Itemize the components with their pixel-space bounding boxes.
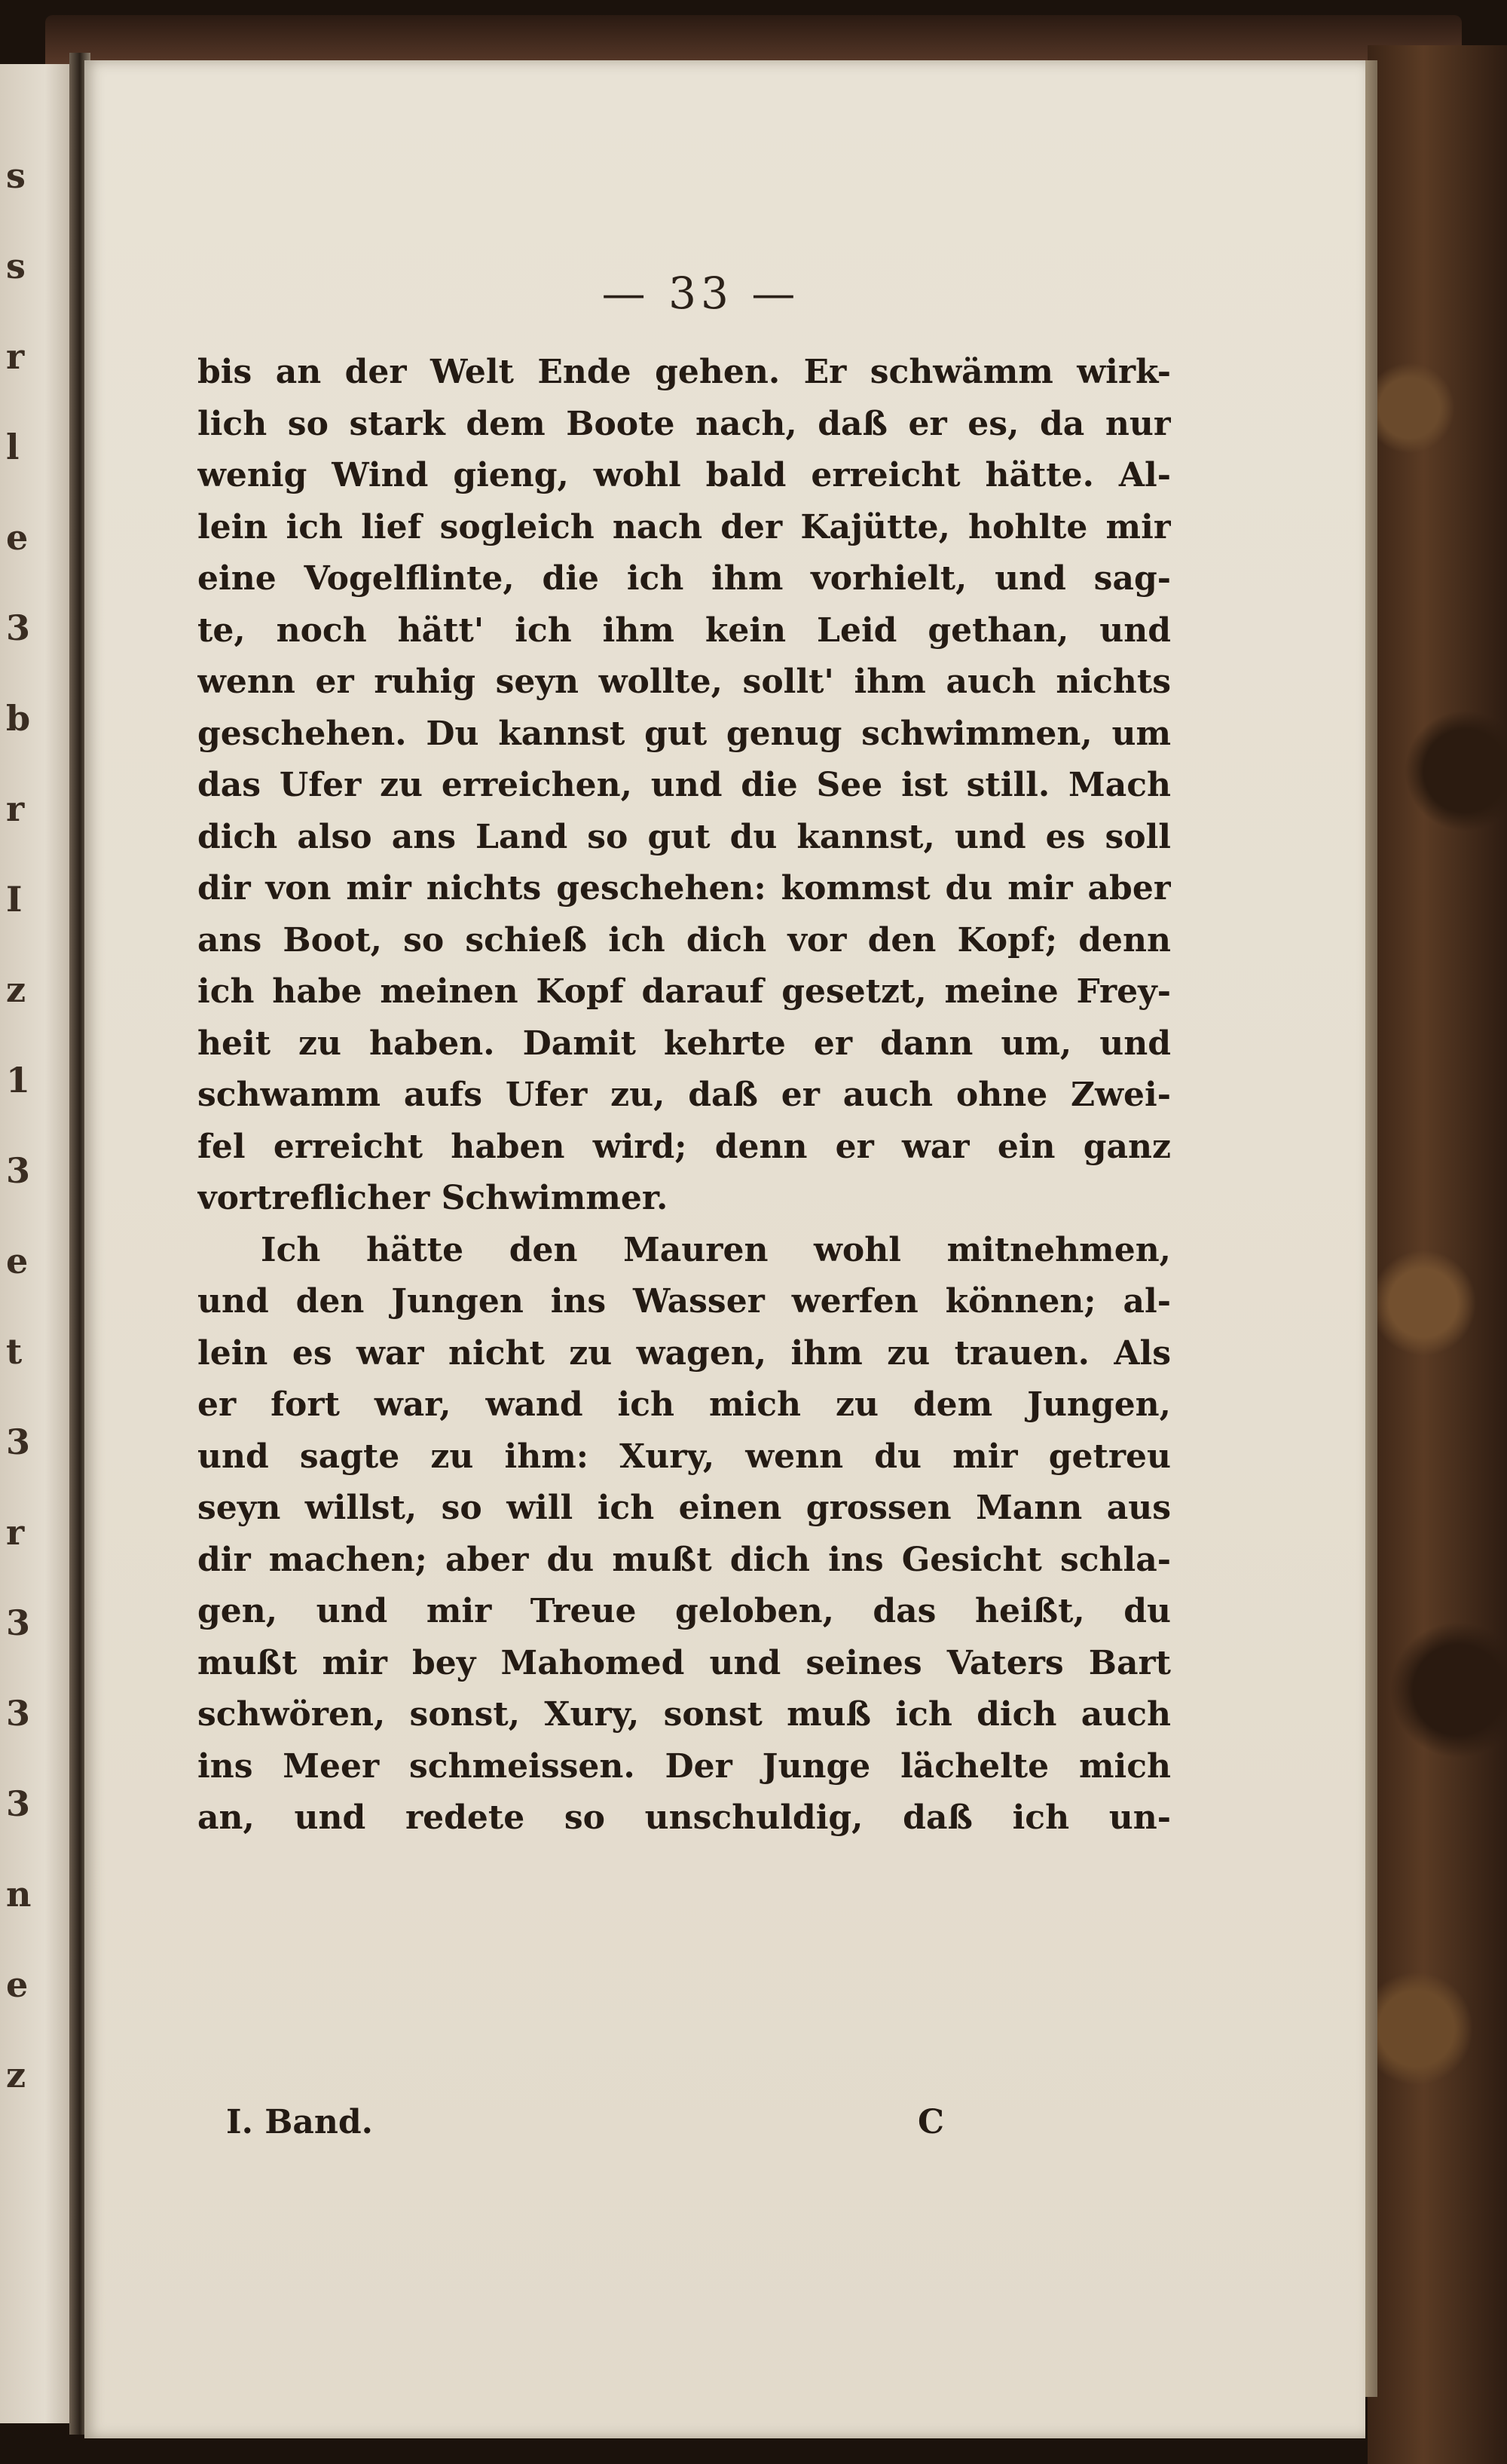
text-line: lein ich lief sogleich nach der Kajütte, hohlte mir — [197, 507, 1171, 546]
left-page-fragment: e — [6, 517, 29, 558]
text-line: mußt mir bey Mahomed und seines Vaters Bart — [197, 1643, 1171, 1682]
text-line: dir machen; aber du mußt dich ins Gesicht schla- — [197, 1540, 1171, 1579]
left-page-fragment: l — [6, 427, 20, 467]
signature-mark: C — [918, 2103, 945, 2141]
text-line: an, und redete so unschuldig, daß ich un- — [197, 1798, 1171, 1837]
text-line: vortreflicher Schwimmer. — [197, 1179, 668, 1217]
left-page-fragment: 3 — [6, 608, 31, 648]
text-line: und den Jungen ins Wasser werfen können; al- — [197, 1282, 1171, 1321]
left-page-fragment: r — [6, 1512, 25, 1553]
text-line: schwören, sonst, Xury, sonst muß ich dich auch — [197, 1695, 1171, 1734]
text-line: lich so stark dem Boote nach, daß er es, da nur — [197, 404, 1171, 443]
left-page-fragment: 3 — [6, 1783, 31, 1824]
left-page-fragment: e — [6, 1241, 29, 1281]
left-page-fragment: r — [6, 788, 25, 829]
left-page-fragment: t — [6, 1331, 23, 1372]
page-footer — [226, 2103, 980, 2163]
text-line: lein es war nicht zu wagen, ihm zu trauen. Als — [197, 1333, 1171, 1373]
text-line: eine Vogelflinte, die ich ihm vorhielt, und sag- — [197, 559, 1171, 598]
left-page-fragment: 3 — [6, 1693, 31, 1734]
left-page-fragment: 3 — [6, 1422, 31, 1462]
text-line: Ich hätte den Mauren wohl mitnehmen, — [261, 1230, 1171, 1269]
text-line: dich also ans Land so gut du kannst, und es soll — [197, 817, 1171, 856]
left-page-fragments — [6, 139, 59, 2250]
left-page-fragment: z — [6, 969, 26, 1010]
left-page-fragment: s — [6, 246, 26, 286]
text-line: schwamm aufs Ufer zu, daß er auch ohne Zwei- — [197, 1076, 1171, 1114]
left-page-edge — [0, 64, 75, 2423]
page-number: — 33 — — [601, 268, 800, 319]
left-page-fragment: 1 — [6, 1060, 31, 1100]
text-line: wenn er ruhig seyn wollte, sollt' ihm auch nichts — [197, 663, 1171, 701]
text-line: ins Meer schmeissen. Der Junge lächelte mich — [197, 1746, 1171, 1786]
left-page-fragment: z — [6, 2055, 26, 2095]
text-line: ans Boot, so schieß ich dich vor den Kopf; denn — [197, 920, 1171, 960]
left-page-fragment: 3 — [6, 1150, 31, 1191]
book-cover-right-marbled — [1368, 45, 1507, 2464]
text-line: te, noch hätt' ich ihm kein Leid gethan, und — [197, 611, 1171, 650]
text-line: heit zu haben. Damit kehrte er dann um, und — [197, 1024, 1171, 1063]
volume-label: I. Band. — [226, 2103, 373, 2141]
text-line: fel erreicht haben wird; denn er war ein ganz — [197, 1127, 1171, 1166]
left-page-fragment: s — [6, 155, 26, 196]
text-line: dir von mir nichts geschehen: kommst du mir aber — [197, 869, 1171, 908]
left-page-fragment: e — [6, 1964, 29, 2005]
left-page-fragment: r — [6, 336, 25, 377]
left-page-fragment: n — [6, 1874, 32, 1915]
text-line: das Ufer zu erreichen, und die See ist still. Mach — [197, 766, 1171, 804]
left-page-fragment: I — [6, 879, 23, 920]
left-page-fragment: 3 — [6, 1602, 31, 1643]
body-text — [197, 347, 1171, 2020]
text-line: geschehen. Du kannst gut genug schwimmen, um — [197, 714, 1171, 753]
text-line: gen, und mir Treue geloben, das heißt, du — [197, 1592, 1171, 1630]
text-line: wenig Wind gieng, wohl bald erreicht hätte. Al- — [197, 456, 1171, 494]
text-line: ich habe meinen Kopf darauf gesetzt, meine Frey- — [197, 972, 1171, 1011]
text-line: bis an der Welt Ende gehen. Er schwämm wirk- — [197, 353, 1171, 391]
text-line: und sagte zu ihm: Xury, wenn du mir getreu — [197, 1437, 1171, 1476]
left-page-fragment: b — [6, 698, 31, 739]
text-line: er fort war, wand ich mich zu dem Jungen, — [197, 1385, 1171, 1424]
text-line: seyn willst, so will ich einen grossen Mann aus — [197, 1489, 1171, 1527]
